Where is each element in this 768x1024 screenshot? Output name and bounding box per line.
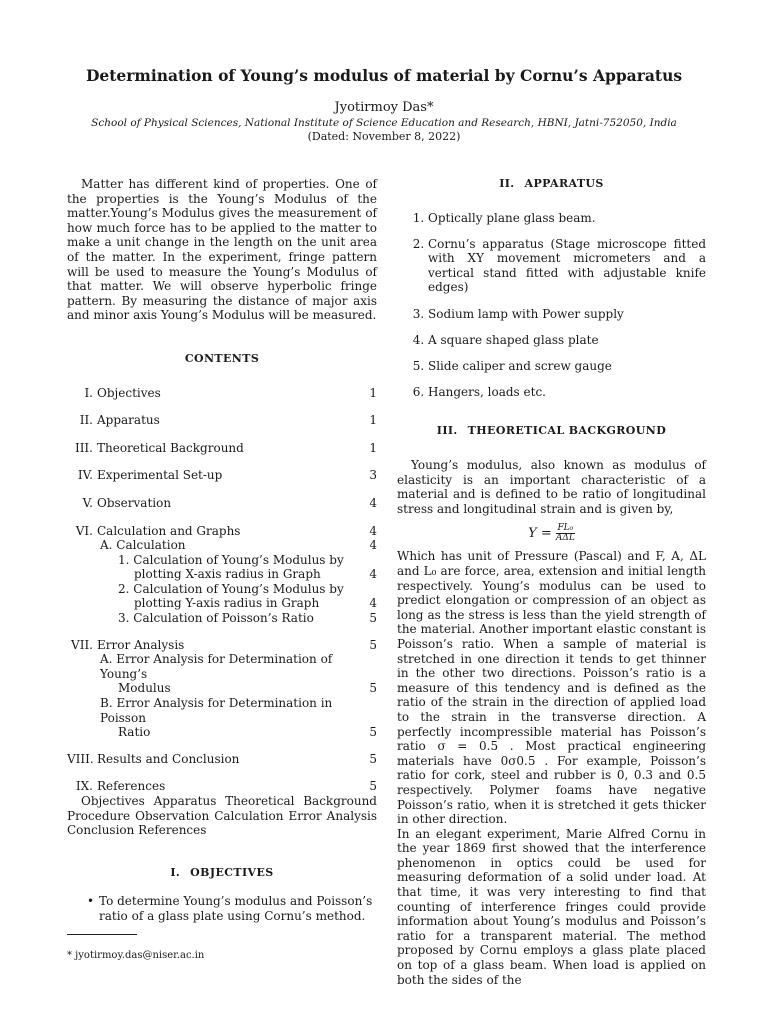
toc-page: 1 — [369, 385, 377, 400]
theory-paragraph: Young’s modulus, also known as modulus of elasticity is an important characteristic of a material and is defined to be ratio of longitudinal stress and longitudinal strain and is given by, — [397, 458, 706, 516]
toc-page: 5 — [369, 725, 377, 740]
toc-page: 4 — [369, 567, 377, 582]
theory-paragraph: Which has unit of Pressure (Pascal) and F, A, ΔL and L₀ are force, area, extension and initial length respectively. Young’s modulus can be used to predict elongation or compression of an object as long as the stress is less than the yield strength of the material. Another important elastic constant is Poisson’s ratio. When a sample of material is stretched in one direction it tends to get thinner in the other two directions. Poisson’s ratio is a measure of this tendency and is defined as the ratio of the strain in the direction of applied load to the strain in the transverse direction. A perfectly incompressible material has Poisson’s ratio σ = 0.5 . Most practical engineering materials have 0σ0.5 . For example, Poisson’s ratio for cork, steel and rubber is 0, 0.3 and 0.5 respectively. Polymer foams have negative Poisson’s ratio, when it is stretched it gets thicker in other direction. — [397, 549, 706, 827]
toc-number: VI. — [75, 523, 93, 538]
objectives-heading — [67, 866, 377, 881]
right-column — [397, 177, 706, 987]
toc-title: B. Error Analysis for Determination in Poisson — [100, 696, 333, 725]
section-title: APPARATUS — [524, 177, 604, 190]
toc-title-cont: plotting Y-axis radius in Graph — [134, 596, 320, 611]
section-number: I. — [170, 865, 181, 879]
toc-title: Observation — [97, 495, 172, 510]
bullet-icon: • — [87, 894, 95, 909]
section-number: II. — [499, 177, 515, 190]
toc-entry-calculation[interactable] — [67, 524, 377, 539]
toc-title-cont: Modulus — [118, 681, 171, 696]
toc-number: V. — [82, 495, 93, 510]
date-line: (Dated: November 8, 2022) — [307, 130, 461, 143]
toc-number: IV. — [77, 468, 93, 483]
toc-number: VII. — [71, 637, 93, 652]
equation-lhs: Y = — [528, 526, 556, 542]
list-item: 6. Hangers, loads etc. — [428, 385, 706, 400]
toc-title-cont: plotting X-axis radius in Graph — [134, 567, 321, 582]
toc-title: Experimental Set-up — [97, 468, 223, 483]
footnote-rule — [67, 934, 137, 935]
section-title: THEORETICAL BACKGROUND — [467, 424, 667, 438]
toc-entry-setup[interactable] — [67, 468, 377, 483]
toc-page: 4 — [369, 523, 377, 538]
bullet-text: To determine Young’s modulus and Poisson’s ratio of a glass plate using Cornu’s method. — [99, 894, 373, 923]
youngs-modulus-equation — [397, 524, 706, 543]
toc-title: Calculation and Graphs — [97, 523, 241, 538]
toc-number: VIII. — [67, 751, 94, 766]
equation-denominator: AΔL — [555, 533, 575, 544]
footnote: * jyotirmoy.das@niser.ac.in — [67, 949, 205, 961]
apparatus-heading — [397, 177, 706, 192]
toc-entry-apparatus[interactable] — [67, 413, 377, 428]
toc-title: References — [97, 779, 166, 794]
toc-number: II. — [79, 413, 93, 428]
left-column — [67, 177, 377, 963]
toc-title: A. Error Analysis for Determination of Young’s — [100, 652, 333, 681]
toc-entry-theory[interactable] — [67, 441, 377, 456]
toc-page: 5 — [369, 751, 377, 766]
theory-paragraph: In an elegant experiment, Marie Alfred Cornu in the year 1869 first showed that the interference phenomenon in optics could be used for measuring deformation of a solid under load. At that time, it was very interesting to find that counting of interference fringes could provide information about Young’s modulus and Poisson’s ratio for a transparent material. The method proposed by Cornu employs a glass plate placed on top of a glass beam. When load is applied on both the sides of the — [397, 826, 706, 987]
toc-entry-results[interactable] — [67, 752, 377, 767]
toc-page: 5 — [369, 681, 377, 696]
paper-title: Determination of Young’s modulus of material by Cornu’s Apparatus — [85, 66, 683, 85]
toc-subentry[interactable] — [67, 652, 377, 696]
toc-title: Theoretical Background — [97, 440, 244, 455]
list-item: 4. A square shaped glass plate — [428, 333, 706, 348]
toc-subentry-calculation[interactable] — [67, 538, 377, 553]
author-affiliation: School of Physical Sciences, National Institute of Science Education and Research, HBNI, Jatni-752050, India — [91, 117, 677, 129]
contents-trailing-text: Objectives Apparatus Theoretical Background Procedure Observation Calculation Error Analysis Conclusion References — [67, 794, 377, 838]
table-of-contents — [67, 386, 377, 794]
toc-title: Error Analysis — [97, 637, 185, 652]
toc-title: 3. Calculation of Poisson’s Ratio — [118, 611, 314, 626]
toc-page: 4 — [369, 495, 377, 510]
toc-entry-references[interactable] — [67, 779, 377, 794]
list-item: 3. Sodium lamp with Power supply — [428, 307, 706, 322]
contents-heading: CONTENTS — [184, 351, 260, 365]
abstract: Matter has different kind of properties. One of the properties is the Young’s Modulus of the matter.Young’s Modulus gives the measurement of how much force has to be applied to the matter to make a unit change in the length on the unit area of the matter. In the experiment, fringe pattern will be used to measure the Young’s Modulus of that matter. We will observe hyperbolic fringe pattern. By measuring the distance of major axis and minor axis Young’s Modulus will be measured. — [67, 177, 377, 323]
equation-numerator: FL₀ — [557, 523, 574, 534]
author-name: Jyotirmoy Das* — [334, 100, 434, 115]
toc-title: Objectives — [97, 385, 161, 400]
toc-subsubentry[interactable] — [67, 553, 377, 582]
toc-title: 1. Calculation of Young’s Modulus by — [118, 552, 344, 567]
toc-title: Apparatus — [97, 413, 160, 428]
toc-entry-error-analysis[interactable] — [67, 638, 377, 653]
toc-title: 2. Calculation of Young’s Modulus by — [118, 581, 344, 596]
apparatus-list — [397, 211, 706, 400]
toc-entry-observation[interactable] — [67, 496, 377, 511]
list-item: 1. Optically plane glass beam. — [428, 211, 706, 226]
toc-page: 5 — [369, 637, 377, 652]
toc-subsubentry[interactable] — [67, 582, 377, 611]
toc-title-cont: Ratio — [118, 725, 151, 740]
toc-page: 1 — [369, 440, 377, 455]
toc-page: 5 — [369, 779, 377, 794]
list-item: 2. Cornu’s apparatus (Stage microscope fitted with XY movement micrometers and a vertical stand fitted with adjustable knife edges) — [428, 237, 706, 295]
objective-bullet — [67, 894, 377, 923]
toc-page: 4 — [369, 596, 377, 611]
toc-number: IX. — [75, 779, 93, 794]
toc-number: I. — [84, 385, 93, 400]
toc-entry-objectives[interactable] — [67, 386, 377, 401]
toc-page: 4 — [369, 538, 377, 553]
section-title: OBJECTIVES — [190, 865, 274, 879]
toc-page: 5 — [369, 611, 377, 626]
toc-number: III. — [74, 440, 93, 455]
toc-subentry[interactable] — [67, 696, 377, 740]
toc-subsubentry[interactable] — [67, 611, 377, 626]
toc-page: 3 — [369, 468, 377, 483]
toc-title: A. Calculation — [100, 538, 186, 553]
toc-title: Results and Conclusion — [97, 751, 240, 766]
section-number: III. — [436, 424, 458, 438]
equation-fraction — [556, 524, 575, 543]
toc-page: 1 — [369, 413, 377, 428]
list-item: 5. Slide caliper and screw gauge — [428, 359, 706, 374]
theory-heading — [397, 424, 706, 439]
